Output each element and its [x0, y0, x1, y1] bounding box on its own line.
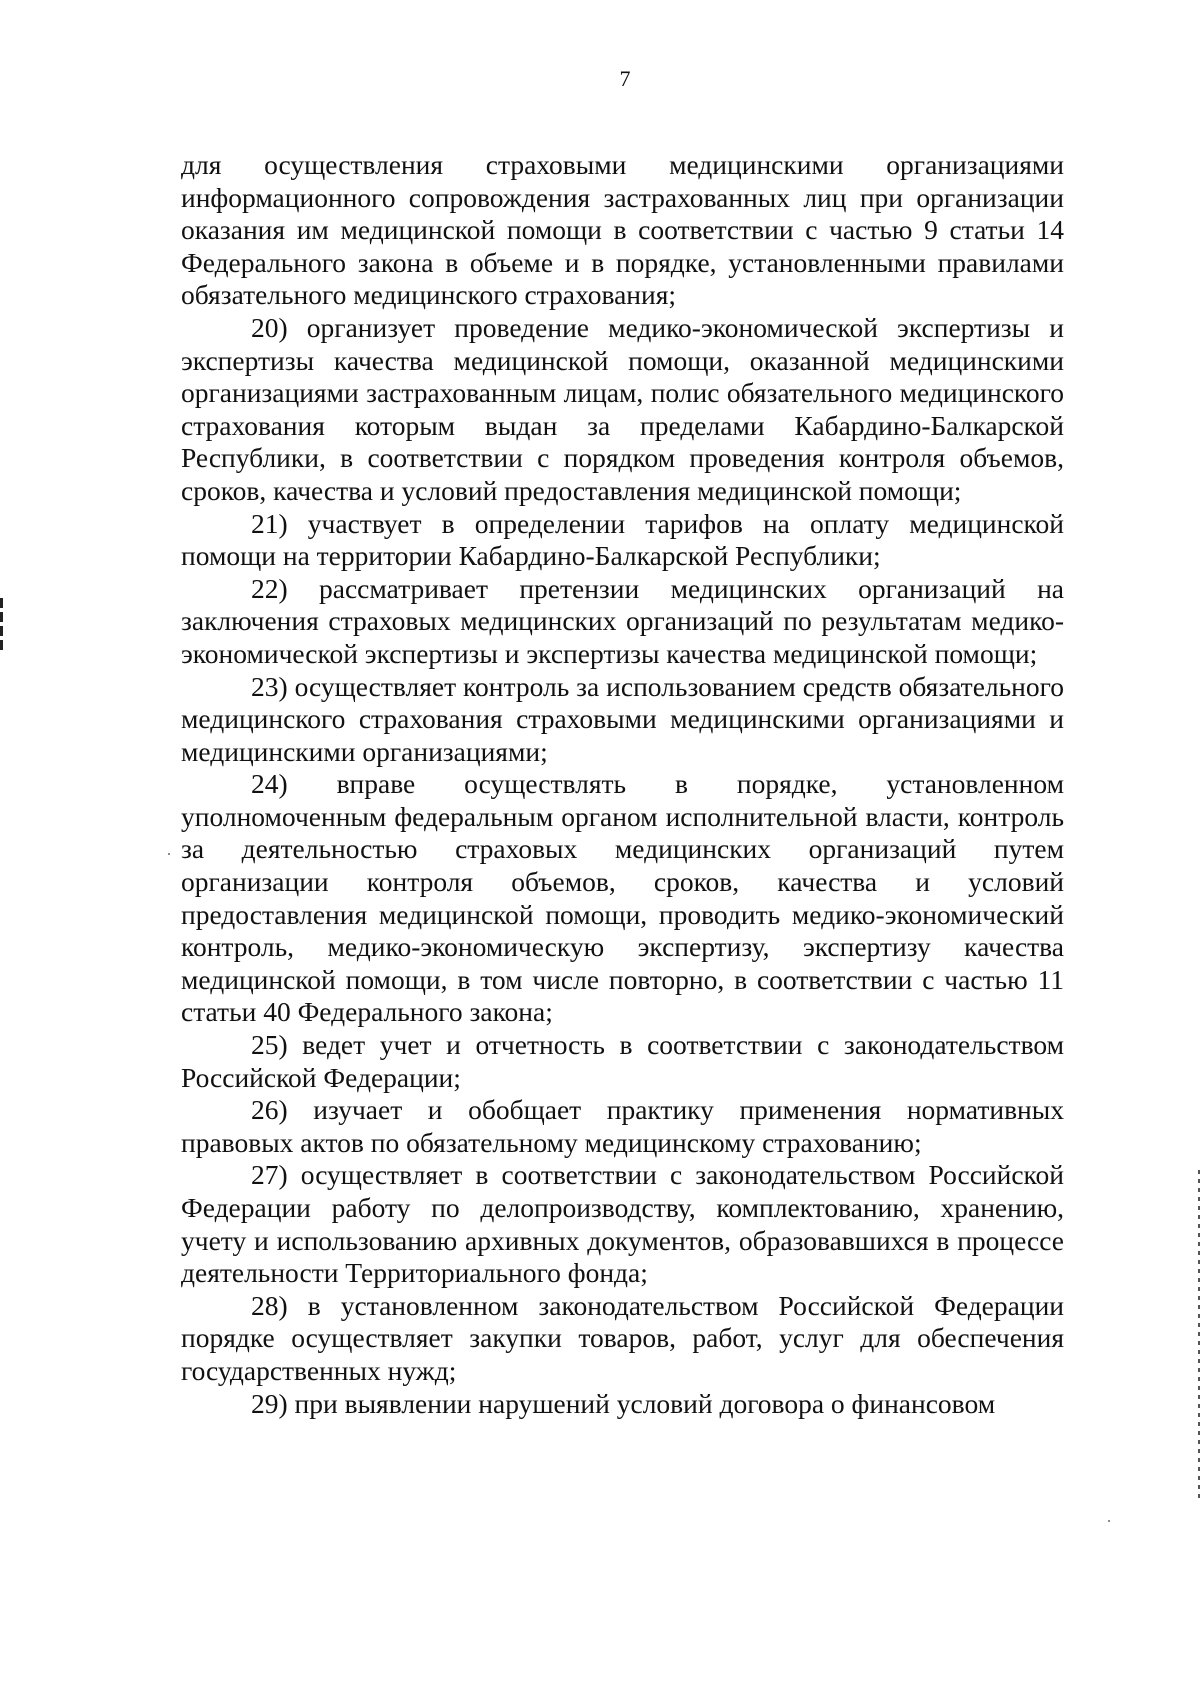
paragraph-item-22: 22) рассматривает претензии медицинских организаций на заключения страховых медицинских организаций по результатам медико-экономической экспертизы и экспертизы качества медицинской помощи; [181, 572, 1064, 669]
paragraph-continuation: для осуществления страховыми медицинскими организациями информационного сопровождения застрахованных лиц при организации оказания им медицинской помощи в соответствии с частью 9 статьи 14 Федерального закона в объеме и в порядке, установленными правилами обязательного медицинского страхования; [181, 149, 1064, 311]
paragraph-item-21: 21) участвует в определении тарифов на оплату медицинской помощи на территории Кабардино-Балкарской Республики; [181, 507, 1064, 572]
paragraph-item-27: 27) осуществляет в соответствии с законодательством Российской Федерации работу по делопроизводству, комплектованию, хранению, учету и использованию архивных документов, образовавшихся в процессе деятельности Территориального фонда; [181, 1159, 1064, 1289]
document-body [181, 149, 1064, 1420]
paragraph-item-23: 23) осуществляет контроль за использованием средств обязательного медицинского страхования страховыми медицинскими организациями и медицинскими организациями; [181, 670, 1064, 767]
paragraph-item-25: 25) ведет учет и отчетность в соответствии с законодательством Российской Федерации; [181, 1029, 1064, 1093]
scan-speck [168, 853, 170, 855]
page-number: 7 [619, 66, 631, 91]
paragraph-item-29: 29) при выявлении нарушений условий договора о финансовом [251, 1387, 996, 1419]
scan-edge-mark-left [0, 598, 3, 654]
paragraph-item-24: 24) вправе осуществлять в порядке, установленном уполномоченным федеральным органом исполнительной власти, контроль за деятельностью страховых медицинских организаций путем организации контроля объемов, сроков, качества и условий предоставления медицинской помощи, проводить медико-экономический контроль, медико-экономическую экспертизу, экспертизу качества медицинской помощи, в том числе повторно, в соответствии с частью 11 статьи 40 Федерального закона; [181, 768, 1064, 1028]
paragraph-item-20: 20) организует проведение медико-экономической экспертизы и экспертизы качества медицинской помощи, оказанной медицинскими организациями застрахованным лицам, полис обязательного медицинского страхования которым выдан за пределами Кабардино-Балкарской Республики, в соответствии с порядком проведения контроля объемов, сроков, качества и условий предоставления медицинской помощи; [181, 311, 1064, 506]
paragraph-item-26: 26) изучает и обобщает практику применения нормативных правовых актов по обязательному медицинскому страхованию; [181, 1094, 1064, 1158]
paragraph-item-28: 28) в установленном законодательством Российской Федерации порядке осуществляет закупки товаров, работ, услуг для обеспечения государственных нужд; [181, 1289, 1064, 1386]
scan-speck [1108, 1520, 1110, 1522]
